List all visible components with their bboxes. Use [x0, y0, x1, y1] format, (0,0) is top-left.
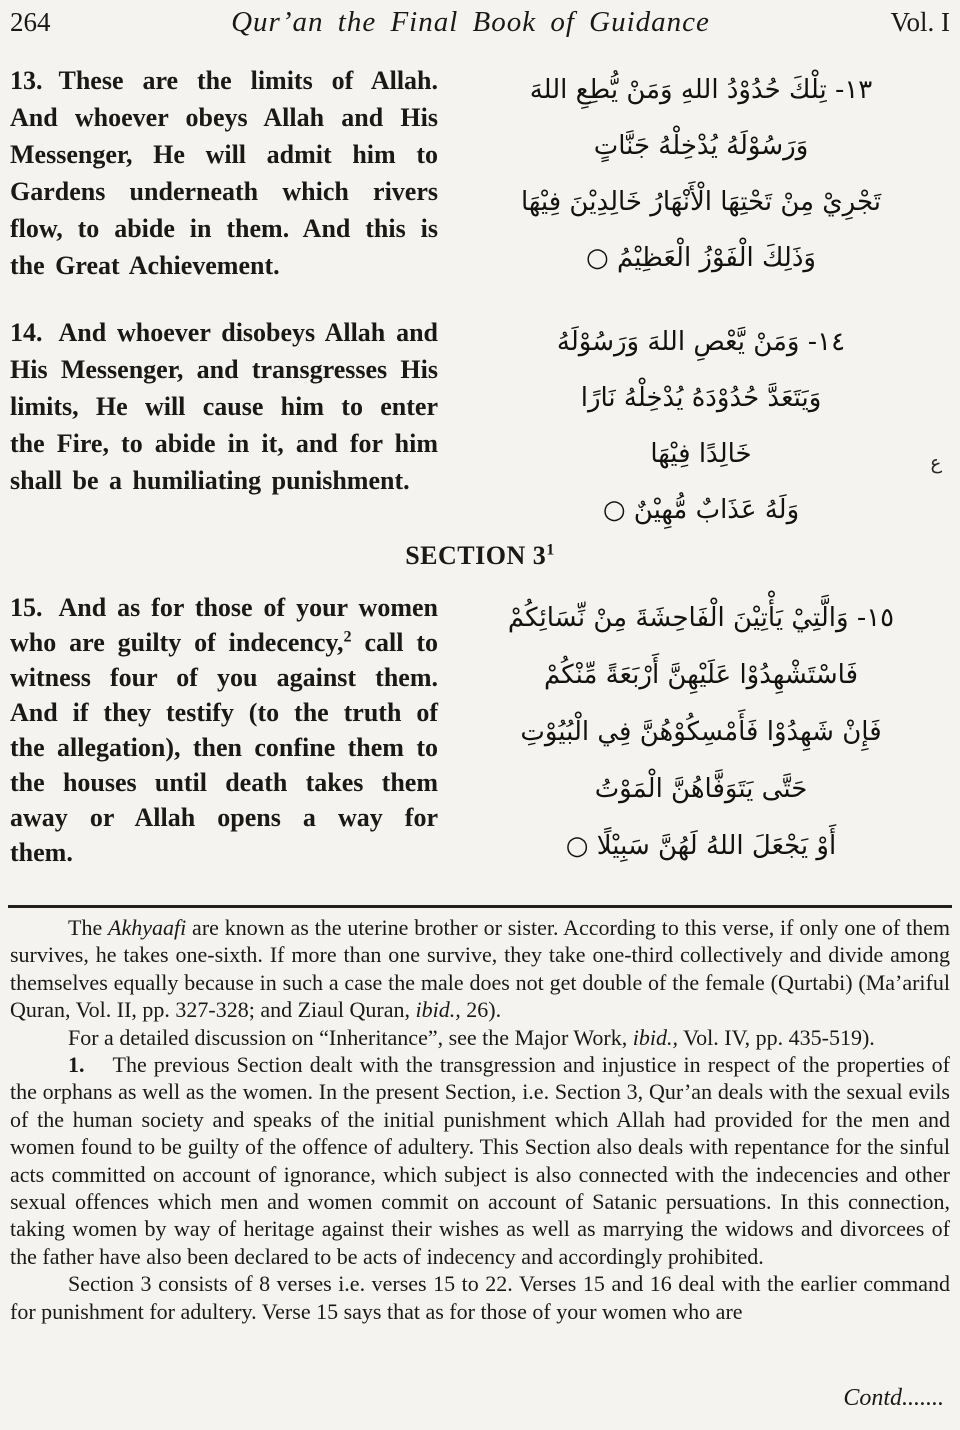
arabic-line: وَرَسُوْلَهُ يُدْخِلْهُ جَنَّاتٍ [593, 131, 809, 161]
footnote-text: are known as the uterine brother or sister. According to this verse, if only one of them survives, he takes one-sixth. If more than one survive, they take one-third collectively and divide among themselves equally because in such a case the male does not get double of the female (Qurtabi) (Ma’ariful Quran, Vol. II, pp. 327-328; and Ziaul Quran, [10, 915, 950, 1023]
verse-13-english [10, 62, 438, 286]
arabic-line: ١٣- تِلْكَ حُدُوْدُ اللهِ وَمَنْ يُّطِعِ اللهَ [529, 75, 873, 105]
footnote-divider-rule [8, 905, 952, 908]
verse-15-number: 15. [10, 593, 43, 622]
footnote-italic-term: ibid., [632, 1024, 678, 1050]
verse-15-footnote-ref: 2 [343, 628, 352, 646]
arabic-line: ١٥- وَالَّتِيْ يَأْتِيْنَ الْفَاحِشَةَ مِنْ نِّسَائِكُمْ [507, 603, 895, 633]
verse-13-arabic [452, 62, 950, 286]
page-title: Qur’an the Final Book of Guidance [231, 6, 710, 38]
section-heading [0, 541, 960, 571]
verse-15-english [10, 590, 438, 875]
arabic-line: فَإِنْ شَهِدُوْا فَأَمْسِكُوْهُنَّ فِي الْبُيُوْتِ [520, 717, 882, 747]
footnote-uterine-paragraph [10, 914, 950, 1024]
verse-14-arabic [452, 314, 950, 538]
footnote-italic-term: Akhyaafi [108, 915, 187, 940]
arabic-line: وَيَتَعَدَّ حُدُوْدَهُ يُدْخِلْهُ نَارًا [580, 383, 822, 413]
verse-14-english [10, 314, 438, 538]
footnote-1-number: 1. [68, 1052, 85, 1078]
verse-15-row [0, 590, 960, 875]
page-header [0, 6, 960, 39]
verse-15-translation-after: call to witness four of you against them. And if they testify (to the truth of the allegation), then confine them to the houses until death takes them away or Allah opens a way for them. [10, 628, 438, 867]
arabic-line: خَالِدًا فِيْهَا [650, 439, 752, 469]
section-heading-footnote-ref: 1 [546, 541, 555, 559]
verse-15-arabic [452, 590, 950, 875]
footnote-text: The previous Section dealt with the transgression and injustice in respect of the properties of the orphans as well as the women. In the present Section, i.e. Section 3, Qur’an deals with the sexual evils of the human society and speaks of the initial punishment which Allah had provided for the men and women found to be guilty of the offence of adultery. This Section also deals with repentance for the sinful acts committed on account of ignorance, which subject is also connected with the indecencies and other sexual offences which men and women commit on account of Satanic persuations. In this connection, taking women by way of heritage against their wishes as well as marrying the widows and divorcees of the father have also been declared to be acts of indecency and accordingly prohibited. [10, 1052, 950, 1269]
verse-14-number: 14. [10, 318, 43, 347]
footnote-1-paragraph [10, 1051, 950, 1270]
footnote-text: 26). [460, 997, 502, 1023]
verse-13-row [0, 62, 960, 286]
continued-marker: Contd....... [843, 1385, 944, 1411]
footnotes-block [0, 914, 960, 1325]
arabic-line: فَاسْتَشْهِدُوْا عَلَيْهِنَّ أَرْبَعَةً مِّنْكُمْ [543, 660, 859, 690]
ruku-margin-marker: ع [928, 451, 943, 475]
footnote-italic-term: ibid., [415, 997, 461, 1023]
arabic-line: حَتَّى يَتَوَفَّاهُنَّ الْمَوْتُ [594, 774, 808, 804]
arabic-line: وَلَهُ عَذَابٌ مُّهِيْنٌ ○ [602, 495, 800, 525]
verse-15-translation-before: And as for those of your women who are guilty of indecency, [10, 593, 438, 657]
verse-13-number: 13. [10, 66, 43, 95]
footnote-text: For a detailed discussion on “Inheritance”, see the Major Work, [68, 1024, 633, 1050]
arabic-line: ١٤- وَمَنْ يَّعْصِ اللهَ وَرَسُوْلَهُ [556, 327, 846, 357]
verse-14-translation: And whoever disobeys Allah and His Messenger, and transgresses His limits, He will cause him to enter the Fire, to abide in it, and for him shall be a humiliating punishment. [10, 318, 438, 495]
arabic-line: أَوْ يَجْعَلَ اللهُ لَهُنَّ سَبِيْلًا ○ [565, 831, 837, 861]
arabic-line: تَجْرِيْ مِنْ تَحْتِهَا الْأَنْهَارُ خَالِدِيْنَ فِيْهَا [520, 187, 882, 217]
volume-label: Vol. I [890, 7, 950, 37]
footnote-inheritance-paragraph [10, 1024, 950, 1051]
arabic-line: وَذَلِكَ الْفَوْزُ الْعَظِيْمُ ○ [586, 243, 816, 273]
verse-13-translation: These are the limits of Allah. And whoever obeys Allah and His Messenger, He will admit him to Gardens underneath which rivers flow, to abide in them. And this is the Great Achievement. [10, 66, 438, 280]
footnote-text: The [68, 915, 109, 940]
footnote-1-paragraph-2: Section 3 consists of 8 verses i.e. verses 15 to 22. Verses 15 and 16 deal with the earlier command for punishment for adultery. Verse 15 says that as for those of your women who are [10, 1271, 950, 1324]
footnote-text: Vol. IV, pp. 435-519). [678, 1024, 875, 1050]
section-heading-label: SECTION 3 [405, 541, 547, 570]
verse-14-row [0, 314, 960, 538]
page-number: 264 [10, 7, 51, 37]
